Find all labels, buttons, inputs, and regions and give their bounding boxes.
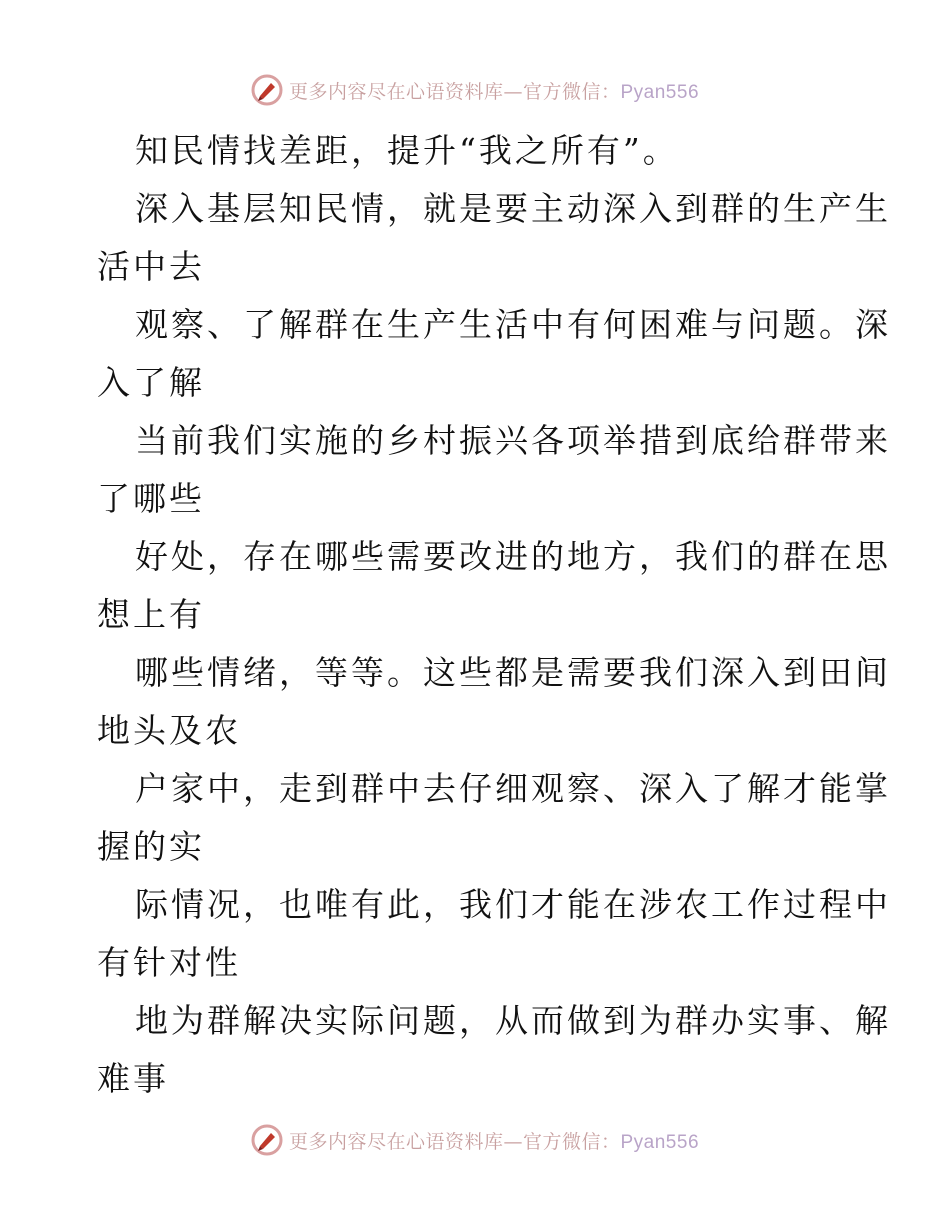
pen-nib-logo-icon	[251, 74, 283, 106]
text-line: 观察、了解群在生产生活中有何困难与问题。深	[135, 305, 891, 344]
text-line: 户家中，走到群中去仔细观察、深入了解才能掌	[135, 769, 891, 808]
text-line: 知民情找差距，提升“我之所有”。	[135, 131, 679, 170]
document-body	[97, 122, 891, 1108]
text-line: 入了解	[97, 363, 205, 402]
text-line: 际情况，也唯有此，我们才能在涉农工作过程中	[135, 885, 891, 924]
text-line: 地头及农	[97, 711, 241, 750]
text-line: 哪些情绪，等等。这些都是需要我们深入到田间	[135, 653, 891, 692]
footer-watermark	[0, 1120, 950, 1160]
text-line: 难事	[97, 1059, 169, 1098]
header-watermark	[0, 70, 950, 110]
watermark-text: 更多内容尽在心语资料库—官方微信：Pyan556	[288, 1130, 700, 1153]
pen-nib-logo-icon	[251, 1124, 283, 1156]
text-line: 深入基层知民情，就是要主动深入到群的生产生	[135, 189, 891, 228]
text-line: 地为群解决实际问题，从而做到为群办实事、解	[135, 1001, 891, 1040]
text-line: 握的实	[97, 827, 205, 866]
text-line: 想上有	[97, 595, 205, 634]
watermark-text: 更多内容尽在心语资料库—官方微信：Pyan556	[288, 80, 700, 103]
text-line: 了哪些	[97, 479, 205, 518]
text-line: 活中去	[97, 247, 205, 286]
text-line: 当前我们实施的乡村振兴各项举措到底给群带来	[135, 421, 891, 460]
text-line: 好处，存在哪些需要改进的地方，我们的群在思	[135, 537, 891, 576]
text-line: 有针对性	[97, 943, 241, 982]
